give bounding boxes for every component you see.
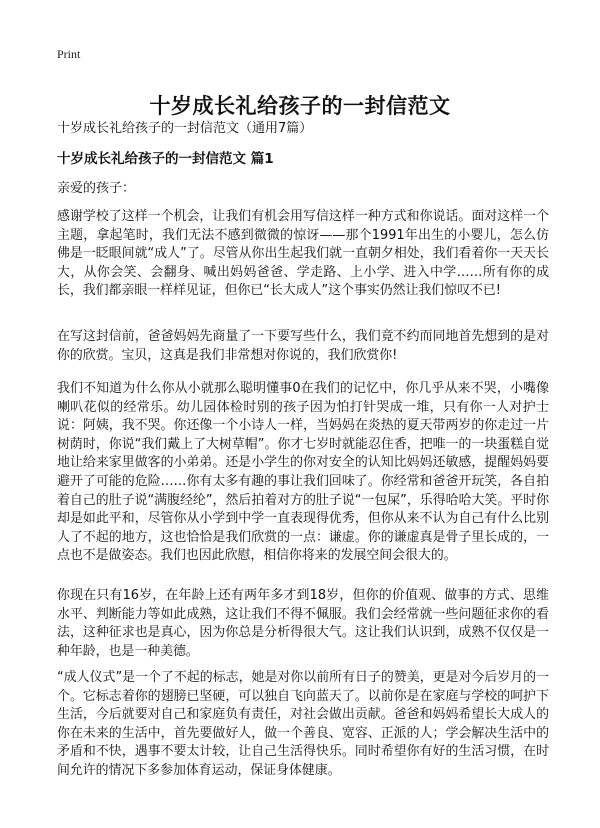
letter-greeting: 亲爱的孩子： [57, 181, 136, 196]
section-heading: 十岁成长礼给孩子的一封信范文 篇1 [57, 151, 274, 167]
document-subtitle: 十岁成长礼给孩子的一封信范文（通用7篇） [57, 121, 313, 136]
body-paragraph: “成人仪式”是一个了不起的标志，她是对你以前所有日子的赞美，更是对今后岁月的一个。它标志着你的翅膀已坚硬，可以独自飞向蓝天了。以前你是在家庭与学校的呵护下生活，今后就要对自己和家庭负有责任，对社会做出贡献。爸爸和妈妈希望长大成人的你在未来的生活中，首先要做好人，做一个善良、宽容、正派的人；学会解决生活中的矛盾和不快，遇事不要太计较，让自己生活得快乐。同时希望你有好的生活习惯，在时间允许的情况下多参加体育运动，保证身体健康。 [57, 670, 549, 778]
body-paragraph: 在写这封信前，爸爸妈妈先商量了一下要写些什么，我们竟不约而同地首先想到的是对你的欣赏。宝贝，这真是我们非常想对你说的，我们欣赏你! [57, 329, 549, 363]
body-paragraph: 我们不知道为什么你从小就那么聪明懂事0在我们的记忆中，你几乎从来不哭，小嘴像喇叭花似的经常乐。幼儿园体检时别的孩子因为怕打针哭成一堆，只有你一人对护士说：阿姨，我不哭。你还像一个小诗人一样，当妈妈在炎热的夏天带两岁的你走过一片树荫时，你说“我们戴上了大树草帽”。你才七岁时就能忍住香，把唯一的一块蛋糕自觉地让给来家里做客的小弟弟。还是小学生的你对安全的认知比妈妈还敏感，提醒妈妈要避开了可能的危险……你有太多有趣的事让我们回味了。你经常和爸爸开玩笑，各自拍着自己的肚子说“满腹经纶”，然后拍着对方的肚子说“一包屎”，乐得哈哈大笑。平时你却是如此平和，尽管你从小学到中学一直表现得优秀，但你从来不认为自己有什么比别人了不起的地方，这也恰恰是我们欣赏的一点：谦虚。你的谦虚真是骨子里长成的，一点也不是做姿态。我们也因此欣慰，相信你将来的发展空间会很大的。 [57, 381, 549, 564]
body-paragraph: 感谢学校了这样一个机会，让我们有机会用写信这样一种方式和你说话。面对这样一个主题，拿起笔时，我们无法不感到微微的惊讶——那个1991年出生的小婴儿，怎么仿佛是一眨眼间就“成人”了。尽管从你出生起我们就一直朝夕相处，我们看着你一天天长大，从你会笑、会翻身、喊出妈妈爸爸、学走路、上小学、进入中学……所有你的成长，我们都亲眼一样样见证，但你已“长大成人”这个事实仍然让我们惊叹不已! [57, 209, 549, 299]
body-paragraph: 你现在只有16岁，在年龄上还有两年多才到18岁，但你的价值观、做事的方式、思维水平、判断能力等如此成熟，这让我们不得不佩服。我们会经常就一些问题征求你的看法，这种征求也是真心，因为你总是分析得很大气。这让我们认识到，成熟不仅仅是一种年龄，也是一种美德。 [57, 588, 549, 659]
print-link[interactable]: Print [57, 47, 81, 61]
page-title: 十岁成长礼给孩子的一封信范文 [149, 94, 451, 119]
